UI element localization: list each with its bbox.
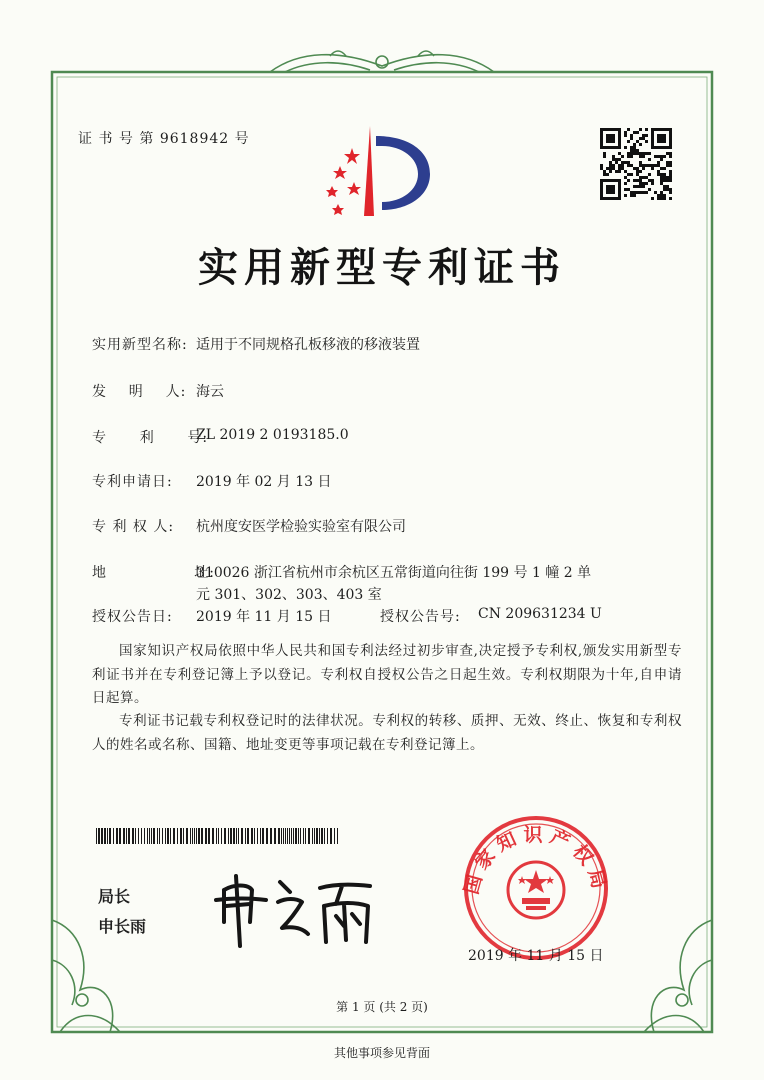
barcode-icon [96,828,340,844]
director-name: 申长雨 [98,917,147,936]
inventor-value: 海云 [196,384,224,400]
certificate-number: 证 书 号 第 9618942 号 [78,131,250,147]
back-note: 其他事项参见背面 [333,1046,430,1060]
grant-date-value: 2019 年 11 月 15 日 [196,609,332,625]
address-line-1: 310026 浙江省杭州市余杭区五常街道向往街 199 号 1 幢 2 单 [196,565,592,581]
bottom-right-ornament [644,920,712,1032]
top-ornament [270,51,494,72]
patent-number-value: ZL 2019 2 0193185.0 [196,427,349,443]
grant-number-label: 授权公告号: [380,609,461,625]
page-indicator: 第 1 页 (共 2 页) [336,1000,428,1014]
director-title: 局长 [98,887,131,906]
patentee-value: 杭州度安医学检验实验室有限公司 [196,519,406,535]
seal-date: 2019 年 11 月 15 日 [468,948,604,964]
national-emblem-icon [508,862,564,918]
patentee-label: 专 利 权 人: [92,519,175,535]
grant-number-value: CN 209631234 U [478,606,602,622]
grant-statement-paragraph: 国家知识产权局依照中华人民共和国专利法经过初步审查,决定授予专利权,颁发实用新型专利证书并在专利登记簿上予以登记。专利权自授权公告之日起生效。专利权期限为十年,自申请日起算。 [92,643,682,706]
seal-ring-text: 国家知识产权局 [460,823,612,897]
address-label: 地 址: [92,565,215,581]
grant-date-label: 授权公告日: [92,609,173,625]
legal-status-paragraph: 专利证书记载专利权登记时的法律状况。专利权的转移、质押、无效、终止、恢复和专利权人的姓名或名称、国籍、地址变更等事项记载在专利登记簿上。 [92,713,682,753]
handwritten-signature [212,868,382,950]
utility-model-name-value: 适用于不同规格孔板移液的移液装置 [196,337,420,353]
patent-office-logo-icon [318,124,438,218]
qr-code-icon [600,128,672,200]
filing-date-value: 2019 年 02 月 13 日 [196,474,332,490]
inventor-label: 发 明 人: [92,384,187,400]
certificate-title: 实用新型专利证书 [198,244,566,291]
patent-number-label: 专 利 号: [92,430,209,446]
address-line-2: 元 301、302、303、403 室 [196,587,382,603]
filing-date-label: 专利申请日: [92,474,173,490]
utility-model-name-label: 实用新型名称: [92,337,188,353]
official-seal [452,814,620,962]
